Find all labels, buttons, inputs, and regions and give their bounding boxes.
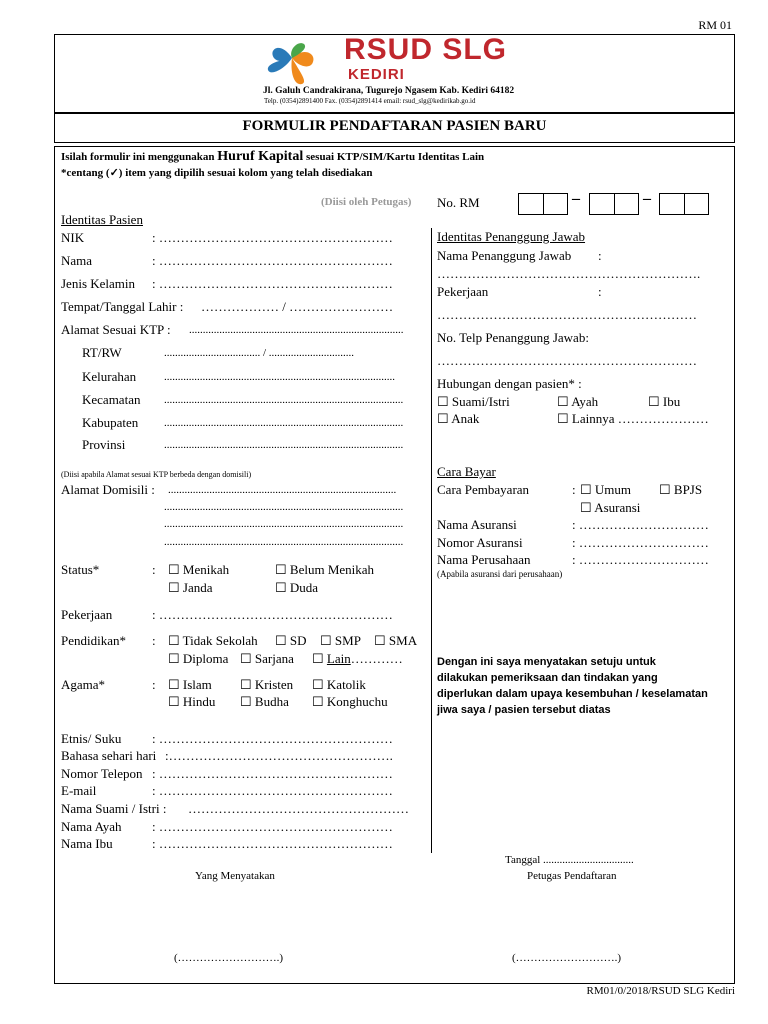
label-insurance-name: Nama Asuransi bbox=[437, 517, 517, 532]
field-guardian-name[interactable]: ……………………………………………………. bbox=[437, 266, 701, 281]
field-kecamatan[interactable]: ....................................................................................... bbox=[164, 394, 404, 406]
instruction-line-2: *centang (✓) item yang dipilih sesuai kolom yang telah disediakan bbox=[61, 167, 373, 179]
field-nik[interactable]: : ……………………………………………… bbox=[152, 230, 393, 245]
field-ibu[interactable]: : ……………………………………………… bbox=[152, 836, 393, 851]
label-pekerjaan: Pekerjaan bbox=[61, 607, 113, 622]
field-domisili-1[interactable]: ................................................................................... bbox=[168, 484, 397, 496]
checkbox-menikah[interactable]: ☐ Menikah bbox=[168, 562, 230, 577]
checkbox-suami-istri[interactable]: ☐ Suami/Istri bbox=[437, 394, 510, 409]
field-email[interactable]: : ……………………………………………… bbox=[152, 783, 393, 798]
checkbox-tidak-sekolah[interactable]: ☐ Tidak Sekolah bbox=[168, 633, 258, 648]
consent-statement: Dengan ini saya menyatakan setuju untuk dilakukan pemeriksaan dan tindakan yang diperlukan dalam upaya kesembuhan / keselamatan jiwa saya / pasien tersebut diatas bbox=[437, 656, 708, 716]
field-domisili-4[interactable]: ....................................................................................... bbox=[164, 536, 404, 548]
checkbox-anak[interactable]: ☐ Anak bbox=[437, 411, 480, 426]
field-kabupaten[interactable]: ....................................................................................... bbox=[164, 417, 404, 429]
label-suami-istri: Nama Suami / Istri : bbox=[61, 801, 167, 816]
label-guardian-phone: No. Telp Penanggung Jawab: bbox=[437, 330, 589, 345]
checkbox-hindu[interactable]: ☐ Hindu bbox=[168, 694, 216, 709]
checkbox-budha[interactable]: ☐ Budha bbox=[240, 694, 289, 709]
field-domisili-2[interactable]: ....................................................................................... bbox=[164, 501, 404, 513]
field-ttl[interactable]: ……………… / …………………… bbox=[201, 299, 394, 314]
checkbox-islam[interactable]: ☐ Islam bbox=[168, 677, 212, 692]
field-rtrw[interactable]: ................................... / ............................... bbox=[164, 347, 355, 359]
checkbox-belum-menikah[interactable]: ☐ Belum Menikah bbox=[275, 562, 375, 577]
hospital-address: Jl. Galuh Candrakirana, Tugurejo Ngasem Kab. Kediri 64182 bbox=[263, 86, 515, 96]
signer-label: Yang Menyatakan bbox=[195, 870, 275, 882]
rm-label: No. RM bbox=[437, 195, 480, 210]
rm-box-2[interactable] bbox=[589, 193, 639, 215]
checkbox-lain[interactable]: ☐ Lain………… bbox=[312, 651, 403, 666]
field-suami-istri[interactable]: …………………………………………… bbox=[188, 801, 409, 816]
label-telepon: Nomor Telepon bbox=[61, 766, 143, 781]
company-note: (Apabila asuransi dari perusahaan) bbox=[437, 569, 563, 579]
label-agama: Agama* bbox=[61, 677, 106, 692]
checkbox-ibu[interactable]: ☐ Ibu bbox=[648, 394, 681, 409]
payment-heading: Cara Bayar bbox=[437, 464, 496, 479]
form-page: RM 01 RSUD SLG KEDIRI Jl. Galuh Candrakirana, Tugurejo Ngasem Kab. Kediri 64182 Telp. (0354)2891400 Fax. (0354)2891414 email: rsud_slg@kedirikab.go.id FORMULIR PENDAFTARAN PASIEN BARU Isilah formulir ini menggunakan Huruf Kapital sesuai KTP/SIM/Kartu Identitas Lain *centang (✓) item yang dipilih sesuai kolom yang telah disediakan (Diisi oleh Petugas) No. RM – – Identitas Pasien NIK : ……………………………………………… Nama : ……………………………………………… Jenis Kelamin : ……………………………………………… Tempat/Tanggal Lahir : ……………… / …………………… Alamat Sesuai KTP : .............................................................................. RT/RW ................................... / ............................... Kelurahan .................................................................................... Kecamatan ....................................................................................... Kabupaten ....................................................................................... Provinsi ....................................................................................... (Diisi apabila Alamat sesuai KTP berbeda dengan domisili) Alamat Domisili : ................................................................................... ....................................................................................... ....................................................................................... ....................................................................................... Status* : ☐ Menikah ☐ Belum Menikah ☐ Janda ☐ Duda Pekerjaan : ……………………………………………… Pendidikan* : ☐ Tidak Sekolah ☐ SD ☐ SMP ☐ SMA ☐ Diploma ☐ Sarjana ☐ Lain………… Agama* : ☐ Islam ☐ Kristen ☐ Katolik ☐ Hindu ☐ Budha ☐ Konghuchu Etnis/ Suku : ……………………………………………… Bahasa sehari hari :……………………………………………. Nomor Telepon : ……………………………………………… E-mail : ……………………………………………… Nama Suami / Istri : …………………………………………… Nama Ayah : ……………………………………………… Nama Ibu : ……………………………………………… Identitas Penanggung Jawab Nama Penanggung Jawab : ……………………………………………………. Pekerjaan : …………………………………………………… No. Telp Penanggung Jawab: …………………………………………………… Hubungan dengan pasien* : ☐ Suami/Istri ☐ Ayah ☐ Ibu ☐ Anak ☐ Lainnya ………………… Cara Bayar Cara Pembayaran : ☐ Umum ☐ BPJS ☐ Asuransi Nama Asuransi : ………………………… Nomor Asuransi : ………………………… Nama Perusahaan : ………………………… (Apabila asuransi dari perusahaan) Dengan ini saya menyatakan setuju untuk dilakukan pemeriksaan dan tindakan yang diperlukan dalam upaya kesembuhan / keselamatan jiwa saya / pasien tersebut diatas Tanggal ................................. Yang Menyatakan Petugas Pendaftaran (……………………….) (……………………….) RM01/0/2018/RSUD SLG Kediri bbox=[0, 0, 768, 1024]
label-rtrw: RT/RW bbox=[82, 345, 122, 360]
label-etnis: Etnis/ Suku bbox=[61, 731, 122, 746]
checkbox-ayah[interactable]: ☐ Ayah bbox=[557, 394, 599, 409]
field-insurance-number[interactable]: : ………………………… bbox=[572, 535, 709, 550]
label-company-name: Nama Perusahaan bbox=[437, 552, 531, 567]
checkbox-kristen[interactable]: ☐ Kristen bbox=[240, 677, 294, 692]
checkbox-umum[interactable]: ☐ Umum bbox=[580, 482, 632, 497]
field-domisili-3[interactable]: ....................................................................................... bbox=[164, 518, 404, 530]
instruction-line-1: Isilah formulir ini menggunakan Huruf Kapital sesuai KTP/SIM/Kartu Identitas Lain bbox=[61, 149, 485, 164]
checkbox-konghuchu[interactable]: ☐ Konghuchu bbox=[312, 694, 388, 709]
label-guardian-name: Nama Penanggung Jawab bbox=[437, 248, 572, 263]
patient-heading: Identitas Pasien bbox=[61, 212, 143, 227]
guardian-heading: Identitas Penanggung Jawab bbox=[437, 229, 586, 244]
field-jenis-kelamin[interactable]: : ……………………………………………… bbox=[152, 276, 393, 291]
field-company-name[interactable]: : ………………………… bbox=[572, 552, 709, 567]
checkbox-janda[interactable]: ☐ Janda bbox=[168, 580, 213, 595]
rm-dash-2: – bbox=[643, 190, 651, 207]
field-telepon[interactable]: : ……………………………………………… bbox=[152, 766, 393, 781]
checkbox-asuransi[interactable]: ☐ Asuransi bbox=[580, 500, 641, 515]
field-insurance-name[interactable]: : ………………………… bbox=[572, 517, 709, 532]
officer-label: Petugas Pendaftaran bbox=[527, 870, 617, 882]
label-kabupaten: Kabupaten bbox=[82, 415, 139, 430]
label-relationship: Hubungan dengan pasien* : bbox=[437, 376, 582, 391]
field-etnis[interactable]: : ……………………………………………… bbox=[152, 731, 393, 746]
checkbox-duda[interactable]: ☐ Duda bbox=[275, 580, 319, 595]
label-kelurahan: Kelurahan bbox=[82, 369, 137, 384]
label-ibu: Nama Ibu bbox=[61, 836, 113, 851]
label-ayah: Nama Ayah bbox=[61, 819, 122, 834]
label-status: Status* bbox=[61, 562, 100, 577]
label-alamat-ktp: Alamat Sesuai KTP : bbox=[61, 322, 171, 337]
checkbox-sarjana[interactable]: ☐ Sarjana bbox=[240, 651, 294, 666]
hospital-contact: Telp. (0354)2891400 Fax. (0354)2891414 email: rsud_slg@kedirikab.go.id bbox=[264, 97, 476, 105]
checkbox-bpjs[interactable]: ☐ BPJS bbox=[659, 482, 703, 497]
label-jenis-kelamin: Jenis Kelamin bbox=[61, 276, 136, 291]
checkbox-sma[interactable]: ☐ SMA bbox=[374, 633, 418, 648]
domisili-note: (Diisi apabila Alamat sesuai KTP berbeda dengan domisili) bbox=[61, 470, 252, 479]
field-kelurahan[interactable]: .................................................................................... bbox=[164, 371, 395, 383]
label-kecamatan: Kecamatan bbox=[82, 392, 141, 407]
capital-letters-emphasis: Huruf Kapital bbox=[217, 149, 304, 164]
label-guardian-job: Pekerjaan bbox=[437, 284, 489, 299]
rm-box-1[interactable] bbox=[518, 193, 568, 215]
checkbox-sd[interactable]: ☐ SD bbox=[275, 633, 307, 648]
hospital-name: RSUD SLG bbox=[344, 33, 508, 66]
label-ttl: Tempat/Tanggal Lahir : bbox=[61, 299, 184, 314]
label-provinsi: Provinsi bbox=[82, 437, 126, 452]
field-alamat-ktp[interactable]: .............................................................................. bbox=[189, 324, 404, 336]
field-pekerjaan[interactable]: : ……………………………………………… bbox=[152, 607, 393, 622]
field-guardian-phone[interactable]: …………………………………………………… bbox=[437, 353, 697, 368]
officer-signature-line[interactable]: (……………………….) bbox=[512, 952, 622, 964]
hospital-city: KEDIRI bbox=[348, 66, 405, 83]
label-bahasa: Bahasa sehari hari bbox=[61, 748, 157, 763]
field-guardian-job[interactable]: …………………………………………………… bbox=[437, 307, 697, 322]
field-bahasa[interactable]: :……………………………………………. bbox=[165, 748, 393, 763]
rm-dash-1: – bbox=[572, 190, 580, 207]
rm-box-3[interactable] bbox=[659, 193, 709, 215]
hospital-logo bbox=[262, 36, 324, 86]
label-domisili: Alamat Domisili : bbox=[61, 482, 155, 497]
label-insurance-number: Nomor Asuransi bbox=[437, 535, 523, 550]
form-title: FORMULIR PENDAFTARAN PASIEN BARU bbox=[242, 118, 547, 134]
checkbox-diploma[interactable]: ☐ Diploma bbox=[168, 651, 229, 666]
checkbox-katolik[interactable]: ☐ Katolik bbox=[312, 677, 366, 692]
checkbox-lainnya[interactable]: ☐ Lainnya ………………… bbox=[557, 411, 709, 426]
footer-code: RM01/0/2018/RSUD SLG Kediri bbox=[586, 985, 735, 997]
form-code: RM 01 bbox=[698, 18, 732, 32]
signer-signature-line[interactable]: (……………………….) bbox=[174, 952, 284, 964]
field-ayah[interactable]: : ……………………………………………… bbox=[152, 819, 393, 834]
label-payment-method: Cara Pembayaran bbox=[437, 482, 530, 497]
date-field[interactable]: Tanggal ................................. bbox=[505, 854, 634, 866]
field-provinsi[interactable]: ....................................................................................... bbox=[164, 439, 404, 451]
rm-note: (Diisi oleh Petugas) bbox=[321, 196, 412, 208]
label-nama: Nama bbox=[61, 253, 93, 268]
column-divider bbox=[431, 228, 432, 853]
checkbox-smp[interactable]: ☐ SMP bbox=[320, 633, 361, 648]
label-nik: NIK bbox=[61, 230, 85, 245]
field-nama[interactable]: : ……………………………………………… bbox=[152, 253, 393, 268]
label-pendidikan: Pendidikan* bbox=[61, 633, 126, 648]
label-email: E-mail bbox=[61, 783, 97, 798]
